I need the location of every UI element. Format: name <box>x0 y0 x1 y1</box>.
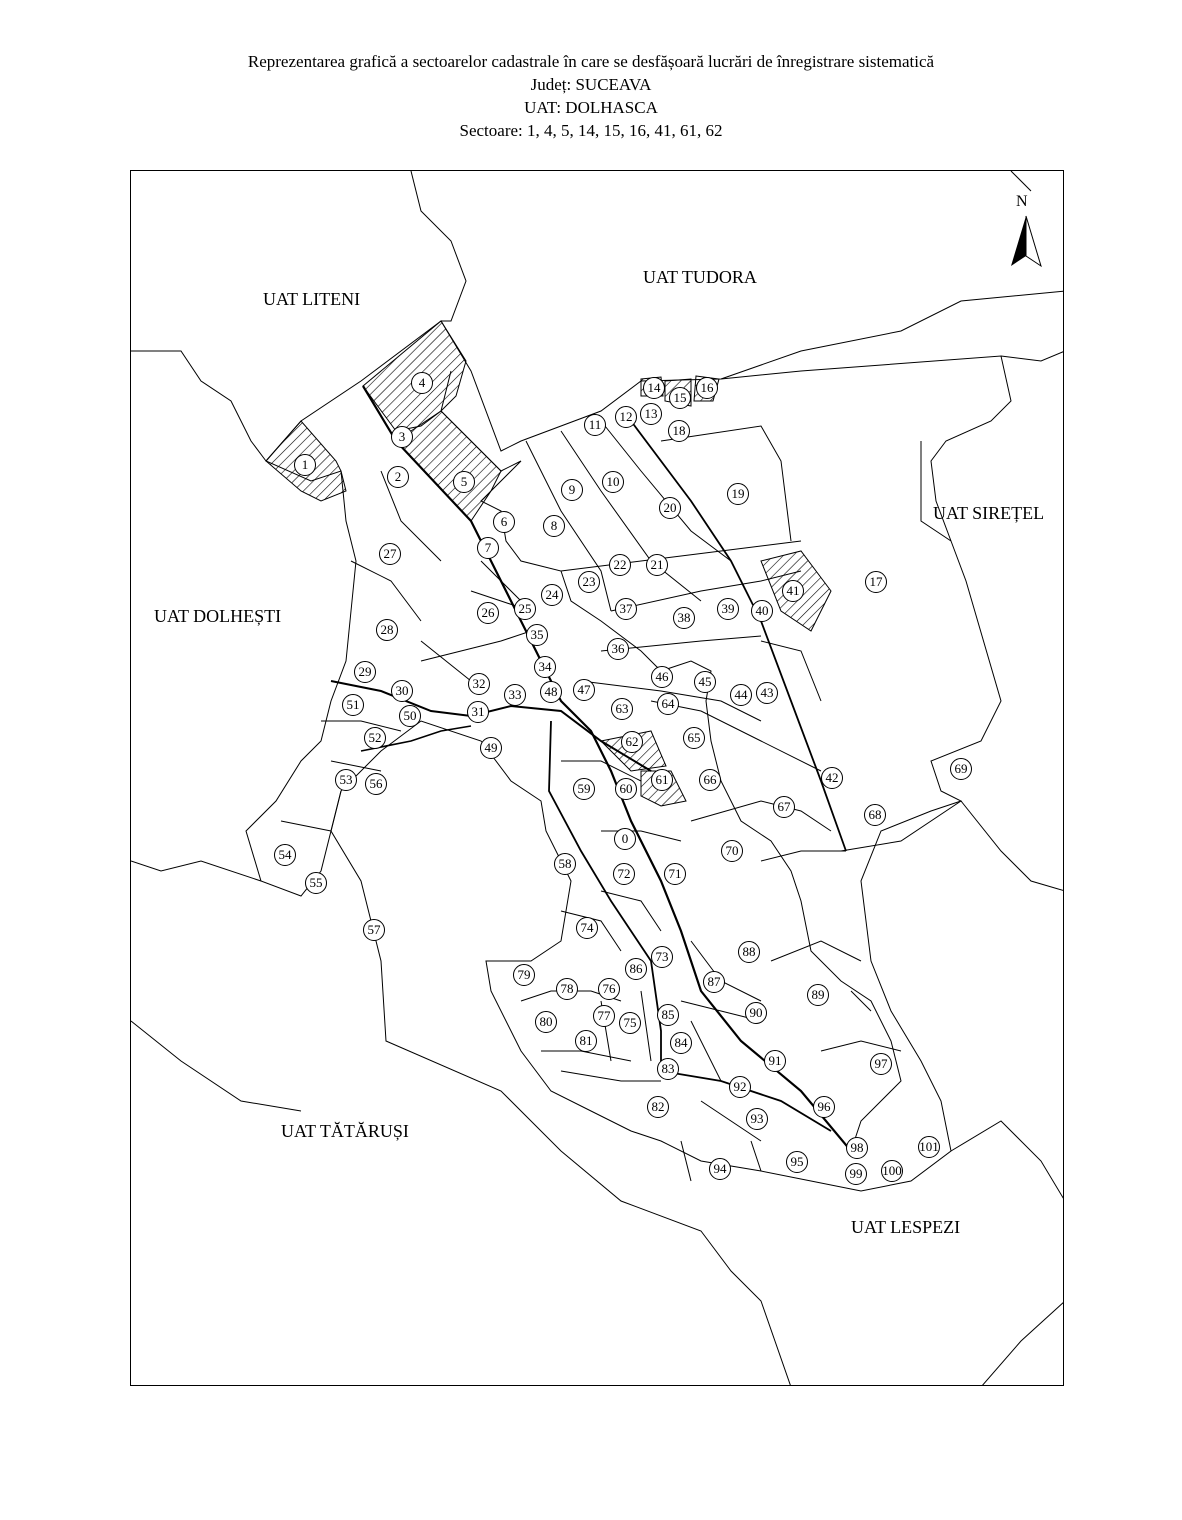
sector-60[interactable]: 60 <box>615 778 637 800</box>
sector-66[interactable]: 66 <box>699 769 721 791</box>
sector-57[interactable]: 57 <box>363 919 385 941</box>
sector-4[interactable]: 4 <box>411 372 433 394</box>
sector-2[interactable]: 2 <box>387 466 409 488</box>
sector-98[interactable]: 98 <box>846 1137 868 1159</box>
north-label: N <box>1016 193 1028 210</box>
sector-52[interactable]: 52 <box>364 727 386 749</box>
sector-25[interactable]: 25 <box>514 598 536 620</box>
sector-77[interactable]: 77 <box>593 1005 615 1027</box>
sector-38[interactable]: 38 <box>673 607 695 629</box>
sector-42[interactable]: 42 <box>821 767 843 789</box>
map-header <box>0 50 1182 142</box>
map-title: Reprezentarea grafică a sectoarelor cadastrale în care se desfășoară lucrări de înregistrare sistematică <box>247 52 935 71</box>
sector-79[interactable]: 79 <box>513 964 535 986</box>
sector-33[interactable]: 33 <box>504 684 526 706</box>
sector-1[interactable]: 1 <box>294 454 316 476</box>
sectors-line: Sectoare: 1, 4, 5, 14, 15, 16, 41, 61, 62 <box>459 121 723 140</box>
sector-21[interactable]: 21 <box>646 554 668 576</box>
neighbor-dolhesti: UAT DOLHEȘTI <box>154 606 282 626</box>
sector-47[interactable]: 47 <box>573 679 595 701</box>
sector-15[interactable]: 15 <box>669 387 691 409</box>
sector-14[interactable]: 14 <box>643 377 665 399</box>
sector-45[interactable]: 45 <box>694 671 716 693</box>
sector-83[interactable]: 83 <box>657 1058 679 1080</box>
neighbor-lespezi: UAT LESPEZI <box>851 1217 961 1237</box>
sector-12[interactable]: 12 <box>615 406 637 428</box>
sector-10[interactable]: 10 <box>602 471 624 493</box>
sector-71[interactable]: 71 <box>664 863 686 885</box>
sector-75[interactable]: 75 <box>619 1012 641 1034</box>
sector-100[interactable]: 100 <box>881 1160 903 1182</box>
sector-92[interactable]: 92 <box>729 1076 751 1098</box>
map-frame <box>130 170 1064 1386</box>
sector-11[interactable]: 11 <box>584 414 606 436</box>
sector-85[interactable]: 85 <box>657 1004 679 1026</box>
map-canvas <box>131 171 1064 1386</box>
sector-68[interactable]: 68 <box>864 804 886 826</box>
sector-8[interactable]: 8 <box>543 515 565 537</box>
neighbor-tatarusi: UAT TĂTĂRUȘI <box>281 1121 409 1141</box>
sector-7[interactable]: 7 <box>477 537 499 559</box>
sector-63[interactable]: 63 <box>611 698 633 720</box>
sector-69[interactable]: 69 <box>950 758 972 780</box>
neighbor-liteni: UAT LITENI <box>263 289 361 309</box>
sector-5[interactable]: 5 <box>453 471 475 493</box>
sector-67[interactable]: 67 <box>773 796 795 818</box>
river <box>441 371 901 1151</box>
sector-0[interactable]: 0 <box>614 828 636 850</box>
sector-91[interactable]: 91 <box>764 1050 786 1072</box>
sector-29[interactable]: 29 <box>354 661 376 683</box>
sector-89[interactable]: 89 <box>807 984 829 1006</box>
sector-101[interactable]: 101 <box>918 1136 940 1158</box>
sector-94[interactable]: 94 <box>709 1158 731 1180</box>
sector-74[interactable]: 74 <box>576 917 598 939</box>
sector-40[interactable]: 40 <box>751 600 773 622</box>
sector-23[interactable]: 23 <box>578 571 600 593</box>
sector-51[interactable]: 51 <box>342 694 364 716</box>
county-line: Județ: SUCEAVA <box>530 75 652 94</box>
sector-3[interactable]: 3 <box>391 426 413 448</box>
sector-56[interactable]: 56 <box>365 773 387 795</box>
sector-19[interactable]: 19 <box>727 483 749 505</box>
sector-64[interactable]: 64 <box>657 693 679 715</box>
sector-54[interactable]: 54 <box>274 844 296 866</box>
sector-95[interactable]: 95 <box>786 1151 808 1173</box>
sector-70[interactable]: 70 <box>721 840 743 862</box>
sector-31[interactable]: 31 <box>467 701 489 723</box>
sector-27[interactable]: 27 <box>379 543 401 565</box>
sector-59[interactable]: 59 <box>573 778 595 800</box>
sector-9[interactable]: 9 <box>561 479 583 501</box>
sector-30[interactable]: 30 <box>391 680 413 702</box>
sector-78[interactable]: 78 <box>556 978 578 1000</box>
sector-99[interactable]: 99 <box>845 1163 867 1185</box>
sector-6[interactable]: 6 <box>493 511 515 533</box>
sector-53[interactable]: 53 <box>335 769 357 791</box>
neighbor-siretel: UAT SIREȚEL <box>933 503 1045 523</box>
sector-28[interactable]: 28 <box>376 619 398 641</box>
sector-72[interactable]: 72 <box>613 863 635 885</box>
sector-18[interactable]: 18 <box>668 420 690 442</box>
uat-line: UAT: DOLHASCA <box>524 98 658 117</box>
boundaries <box>131 171 1064 1386</box>
sector-58[interactable]: 58 <box>554 853 576 875</box>
sector-80[interactable]: 80 <box>535 1011 557 1033</box>
sector-24[interactable]: 24 <box>541 584 563 606</box>
sector-26[interactable]: 26 <box>477 602 499 624</box>
north-arrow-icon <box>1011 216 1041 266</box>
sector-73[interactable]: 73 <box>651 946 673 968</box>
sector-13[interactable]: 13 <box>640 403 662 425</box>
sector-49[interactable]: 49 <box>480 737 502 759</box>
sector-17[interactable]: 17 <box>865 571 887 593</box>
sector-65[interactable]: 65 <box>683 727 705 749</box>
sector-37[interactable]: 37 <box>615 598 637 620</box>
sector-36[interactable]: 36 <box>607 638 629 660</box>
sector-32[interactable]: 32 <box>468 673 490 695</box>
sector-62[interactable]: 62 <box>621 731 643 753</box>
sector-43[interactable]: 43 <box>756 682 778 704</box>
sector-34[interactable]: 34 <box>534 656 556 678</box>
sector-50[interactable]: 50 <box>399 705 421 727</box>
sector-81[interactable]: 81 <box>575 1030 597 1052</box>
sector-20[interactable]: 20 <box>659 497 681 519</box>
sector-88[interactable]: 88 <box>738 941 760 963</box>
sector-35[interactable]: 35 <box>526 624 548 646</box>
sector-90[interactable]: 90 <box>745 1002 767 1024</box>
sector-55[interactable]: 55 <box>305 872 327 894</box>
sector-96[interactable]: 96 <box>813 1096 835 1118</box>
sector-76[interactable]: 76 <box>598 978 620 1000</box>
sector-46[interactable]: 46 <box>651 666 673 688</box>
neighbor-tudora: UAT TUDORA <box>643 267 757 287</box>
sector-97[interactable]: 97 <box>870 1053 892 1075</box>
sector-87[interactable]: 87 <box>703 971 725 993</box>
sector-93[interactable]: 93 <box>746 1108 768 1130</box>
sector-84[interactable]: 84 <box>670 1032 692 1054</box>
sector-22[interactable]: 22 <box>609 554 631 576</box>
sector-82[interactable]: 82 <box>647 1096 669 1118</box>
sector-41[interactable]: 41 <box>782 580 804 602</box>
sector-39[interactable]: 39 <box>717 598 739 620</box>
sector-86[interactable]: 86 <box>625 958 647 980</box>
sector-61[interactable]: 61 <box>651 769 673 791</box>
sector-44[interactable]: 44 <box>730 684 752 706</box>
sector-48[interactable]: 48 <box>540 681 562 703</box>
sector-16[interactable]: 16 <box>696 377 718 399</box>
